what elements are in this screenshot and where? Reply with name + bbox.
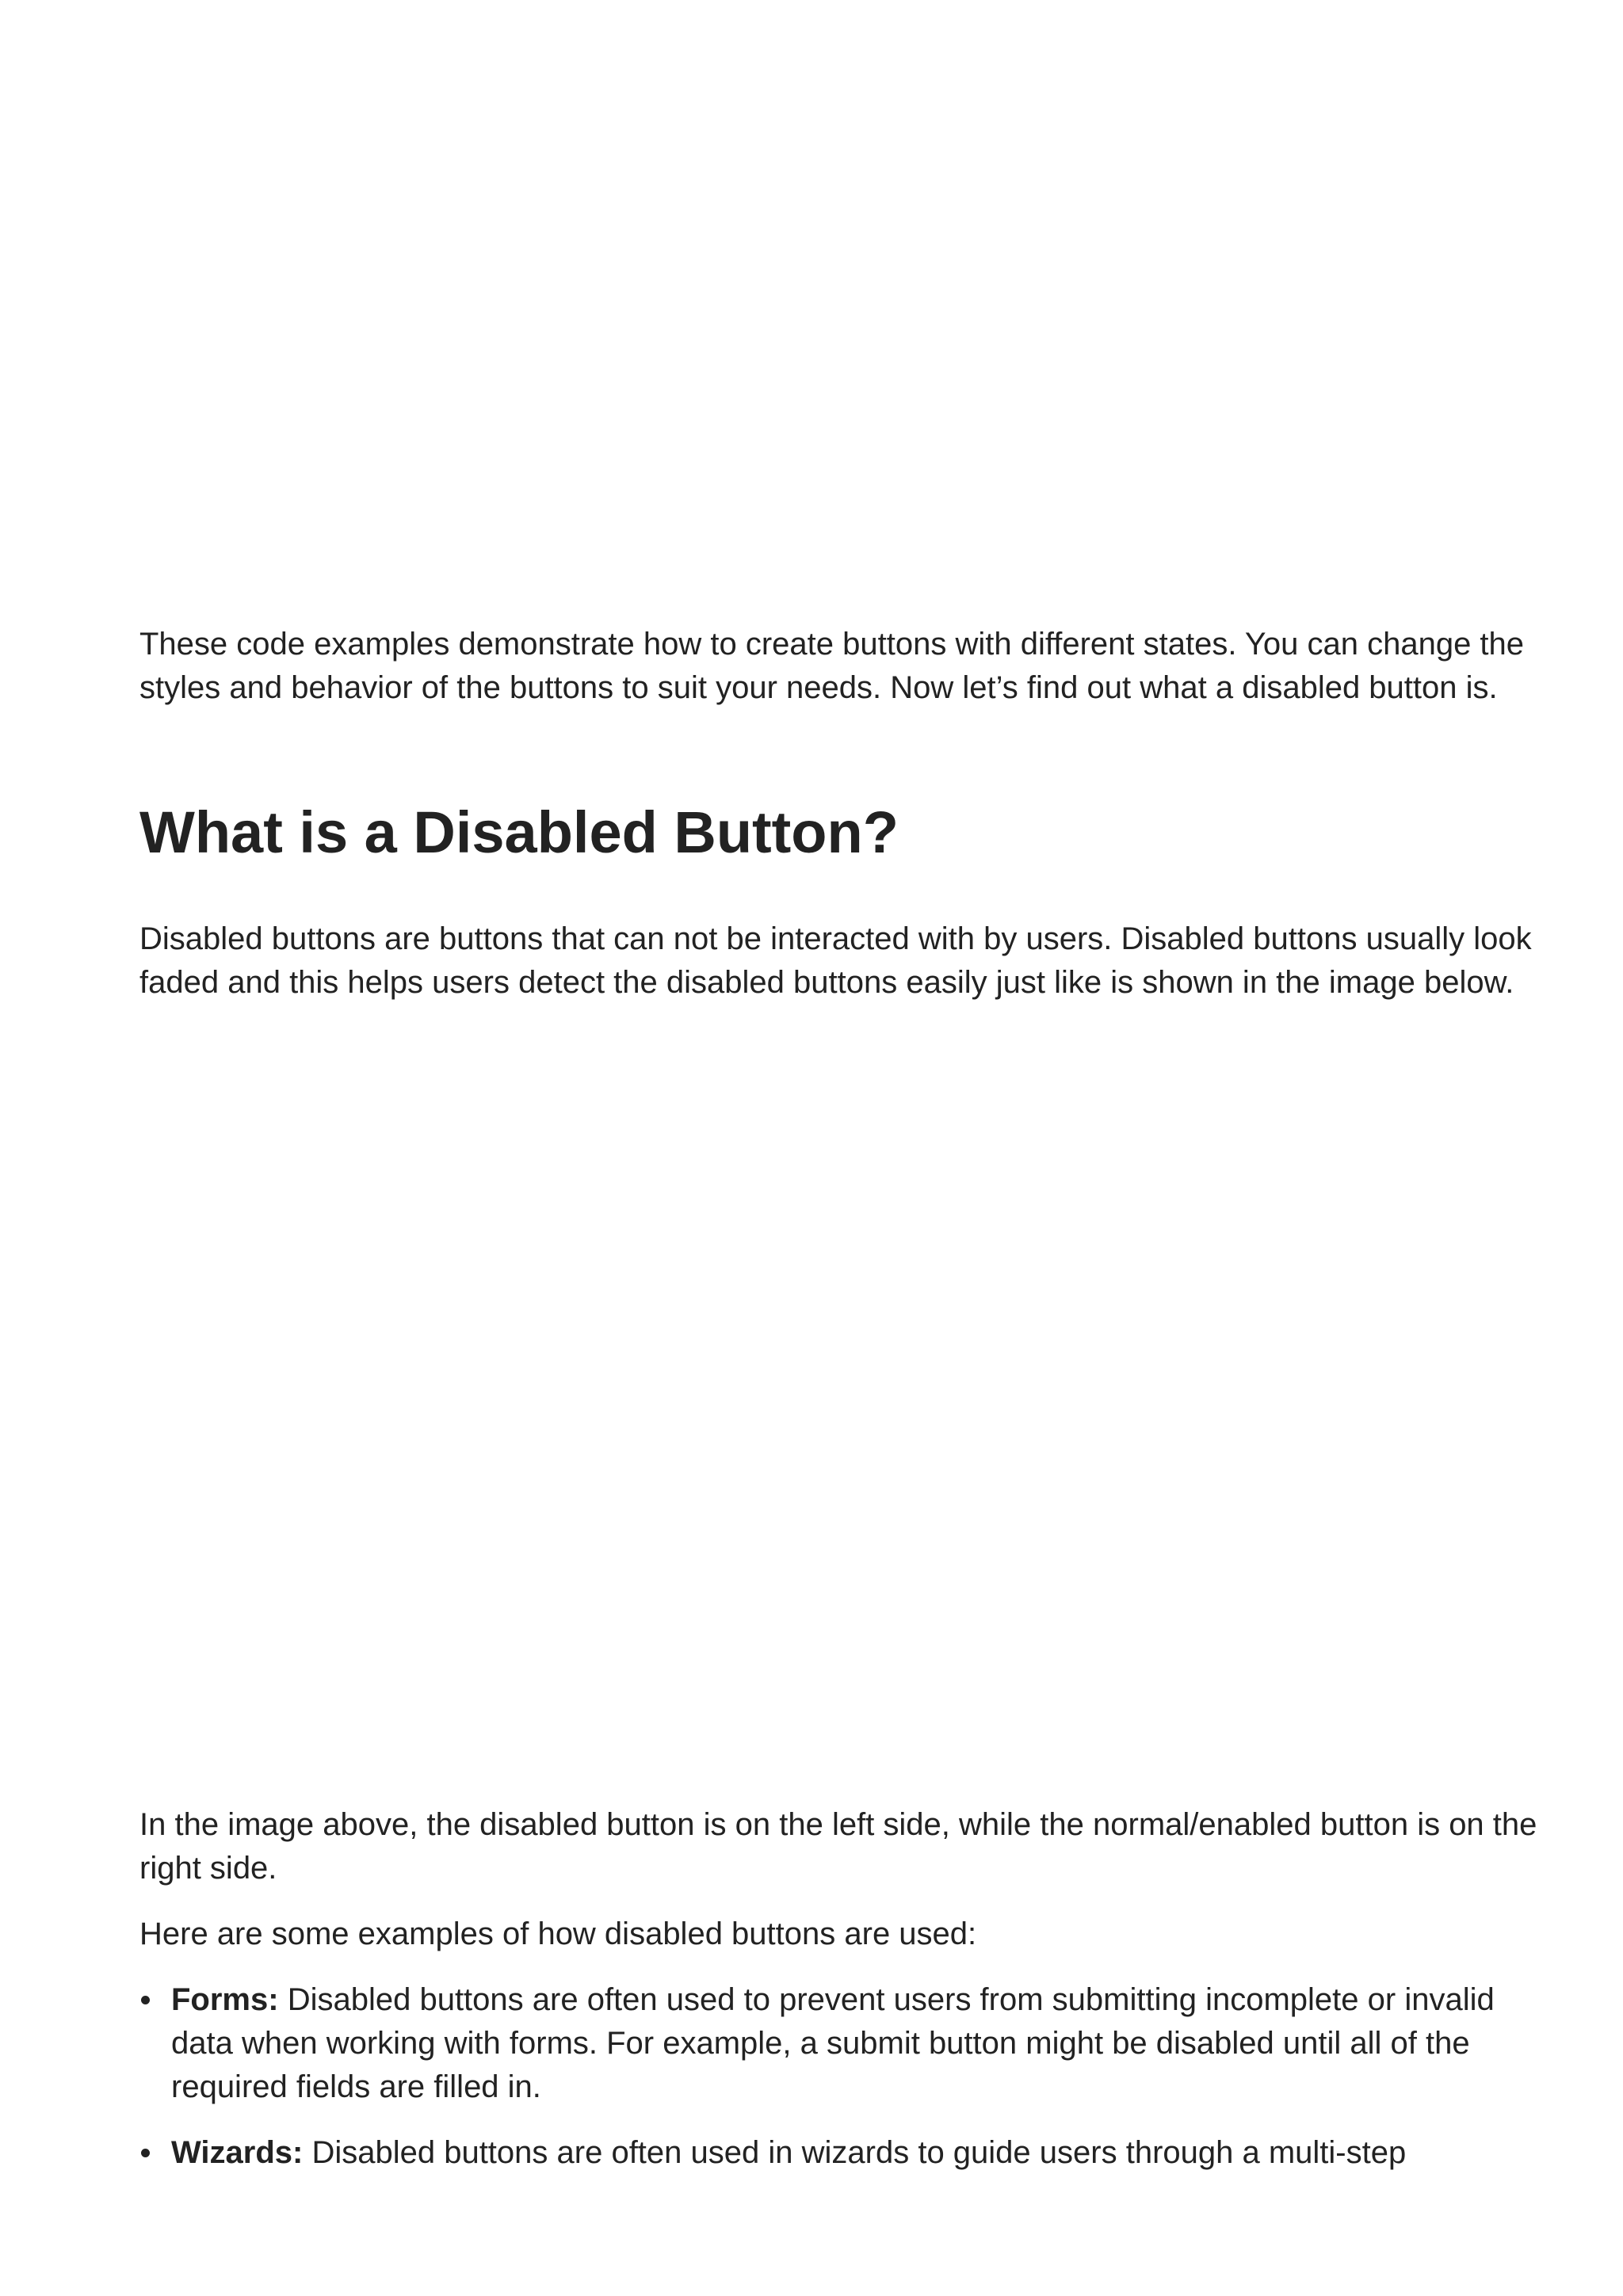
- bullet-icon: [141, 1996, 150, 2004]
- list-item-text: Disabled buttons are often used to prevent users from submitting incomplete or invalid data when working with forms. For example, a submit button might be disabled until all of the required fields are filled in.: [171, 1982, 1495, 2104]
- section-heading: What is a Disabled Button?: [139, 799, 899, 865]
- examples-intro: Here are some examples of how disabled buttons are used:: [139, 1917, 977, 1951]
- intro-paragraph: These code examples demonstrate how to create buttons with different states. You can change the styles and behavior of the buttons to suit your needs. Now let’s find out what a disabled button is.: [139, 627, 1525, 705]
- examples-list: [139, 1978, 1542, 2197]
- definition-paragraph: Disabled buttons are buttons that can not be interacted with by users. Disabled buttons usually look faded and this helps users detect the disabled buttons easily just like is shown in the image below.: [139, 921, 1532, 1000]
- caption-paragraph: In the image above, the disabled button is on the left side, while the normal/enabled button is on the right side.: [139, 1807, 1537, 1886]
- list-item-text: Disabled buttons are often used in: [303, 2135, 802, 2170]
- list-item-text: to guide users through a multi-step: [909, 2135, 1407, 2170]
- image-placeholder: [139, 1062, 1542, 1759]
- wizards-link[interactable]: wizards: [801, 2135, 910, 2170]
- list-item-forms: [139, 1978, 1542, 2109]
- list-item-wizards: [139, 2131, 1542, 2175]
- list-item-term: Forms:: [171, 1982, 279, 2017]
- list-item-term: Wizards:: [171, 2135, 304, 2170]
- bullet-icon: [141, 2149, 150, 2157]
